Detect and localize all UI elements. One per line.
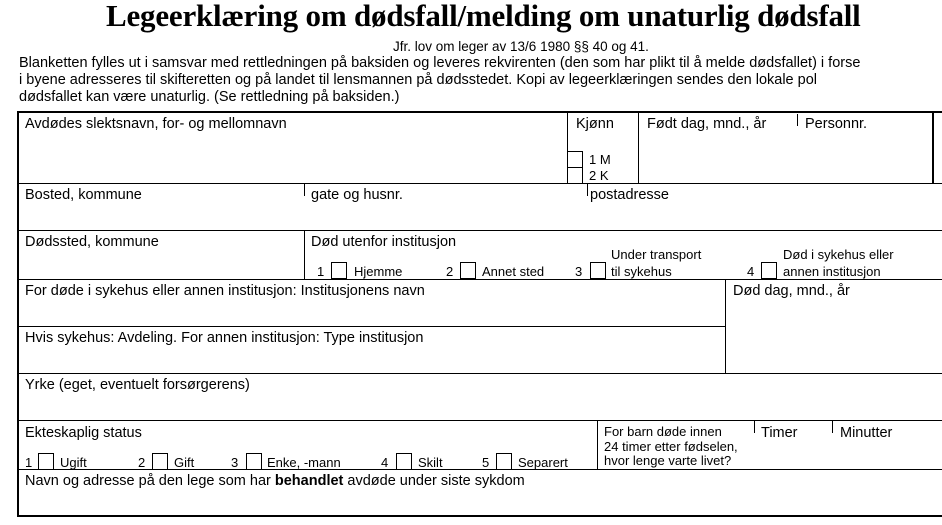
form-title: Legeerklæring om dødsfall/melding om unaturlig dødsfall [106, 0, 861, 33]
option-home-label: Hjemme [354, 264, 403, 279]
marital-married-number: 2 [138, 455, 146, 470]
child-lifespan-label-2: 24 timer etter fødselen, [604, 439, 738, 454]
treating-doctor-label: Navn og adresse på den lege som har behandlet avdøde under siste sykdom [25, 473, 525, 489]
sex-female-label: 2 K [589, 168, 609, 183]
option-other-place-number: 2 [446, 264, 454, 279]
death-place-field[interactable] [18, 251, 302, 277]
child-lifespan-label-3: hvor lenge varte livet? [604, 453, 732, 468]
personnr-field[interactable] [800, 133, 930, 181]
sex-male-label: 1 M [589, 152, 611, 167]
death-place-label: Dødssted, kommune [25, 234, 159, 250]
deceased-name-label: Avdødes slektsnavn, for- og mellomnavn [25, 116, 287, 132]
intro-line-1: Blanketten fylles ut i samsvar med rettledningen på baksiden og leveres rekvirenten (den som har plikt til å melde dødsfallet) i forse [19, 55, 861, 71]
marital-status-label: Ekteskaplig status [25, 425, 142, 441]
option-hospital-label-2: annen institusjon [783, 264, 881, 279]
marital-separated-number: 5 [482, 455, 490, 470]
marital-widowed-label: Enke, -mann [267, 455, 341, 470]
treating-doctor-field[interactable] [18, 490, 938, 514]
option-other-place-label: Annet sted [482, 264, 545, 279]
personnr-label: Personnr. [805, 116, 868, 132]
postal-address-label: postadresse [590, 187, 669, 203]
residence-label: Bosted, kommune [25, 187, 142, 203]
outside-institution-label: Død utenfor institusjon [311, 234, 457, 250]
option-transport-number: 3 [575, 264, 583, 279]
occupation-field[interactable] [18, 394, 938, 418]
intro-line-2: i byene adresseres til skifteretten og på landet til lensmannen på dødsstedet. Kopi av legeerklæringen sendes den lokale pol [19, 72, 817, 88]
option-hospital-checkbox[interactable] [761, 262, 777, 279]
option-home-checkbox[interactable] [331, 262, 347, 279]
sex-male-checkbox[interactable] [567, 151, 583, 168]
option-transport-label-2: til sykehus [611, 264, 672, 279]
option-hospital-label-1: Død i sykehus eller [783, 247, 894, 262]
death-date-field[interactable] [727, 300, 939, 371]
marital-divorced-checkbox[interactable] [396, 453, 412, 470]
sex-label: Kjønn [576, 116, 614, 132]
deceased-name-field[interactable] [18, 133, 566, 181]
marital-divorced-number: 4 [381, 455, 389, 470]
street-field[interactable] [306, 204, 585, 228]
institution-name-field[interactable] [18, 300, 723, 324]
street-label: gate og husnr. [311, 187, 403, 203]
marital-separated-label: Separert [518, 455, 568, 470]
birth-date-label: Født dag, mnd., år [647, 116, 767, 132]
option-home-number: 1 [317, 264, 325, 279]
option-transport-checkbox[interactable] [590, 262, 606, 279]
marital-unmarried-label: Ugift [60, 455, 87, 470]
option-hospital-number: 4 [747, 264, 755, 279]
law-reference: Jfr. lov om leger av 13/6 1980 §§ 40 og 41. [393, 39, 649, 54]
option-transport-label-1: Under transport [611, 247, 702, 262]
marital-separated-checkbox[interactable] [496, 453, 512, 470]
marital-unmarried-checkbox[interactable] [38, 453, 54, 470]
hours-field[interactable] [756, 443, 830, 467]
department-field[interactable] [18, 347, 723, 371]
marital-unmarried-number: 1 [25, 455, 33, 470]
sex-female-checkbox[interactable] [567, 167, 583, 184]
marital-divorced-label: Skilt [418, 455, 443, 470]
option-other-place-checkbox[interactable] [460, 262, 476, 279]
marital-widowed-number: 3 [231, 455, 239, 470]
institution-name-label: For døde i sykehus eller annen institusjon: Institusjonens navn [25, 283, 425, 299]
intro-line-3: dødsfallet kan være unaturlig. (Se rettledning på baksiden.) [19, 89, 400, 105]
hours-label: Timer [761, 425, 798, 441]
minutes-field[interactable] [834, 443, 938, 467]
death-date-label: Død dag, mnd., år [733, 283, 850, 299]
child-lifespan-label-1: For barn døde innen [604, 424, 722, 439]
department-label: Hvis sykehus: Avdeling. For annen institusjon: Type institusjon [25, 330, 424, 346]
marital-married-label: Gift [174, 455, 195, 470]
marital-widowed-checkbox[interactable] [246, 453, 262, 470]
occupation-label: Yrke (eget, eventuelt forsørgerens) [25, 377, 250, 393]
birth-date-field[interactable] [640, 133, 795, 181]
minutes-label: Minutter [840, 425, 893, 441]
postal-address-field[interactable] [589, 204, 939, 228]
marital-married-checkbox[interactable] [152, 453, 168, 470]
residence-field[interactable] [18, 204, 302, 228]
